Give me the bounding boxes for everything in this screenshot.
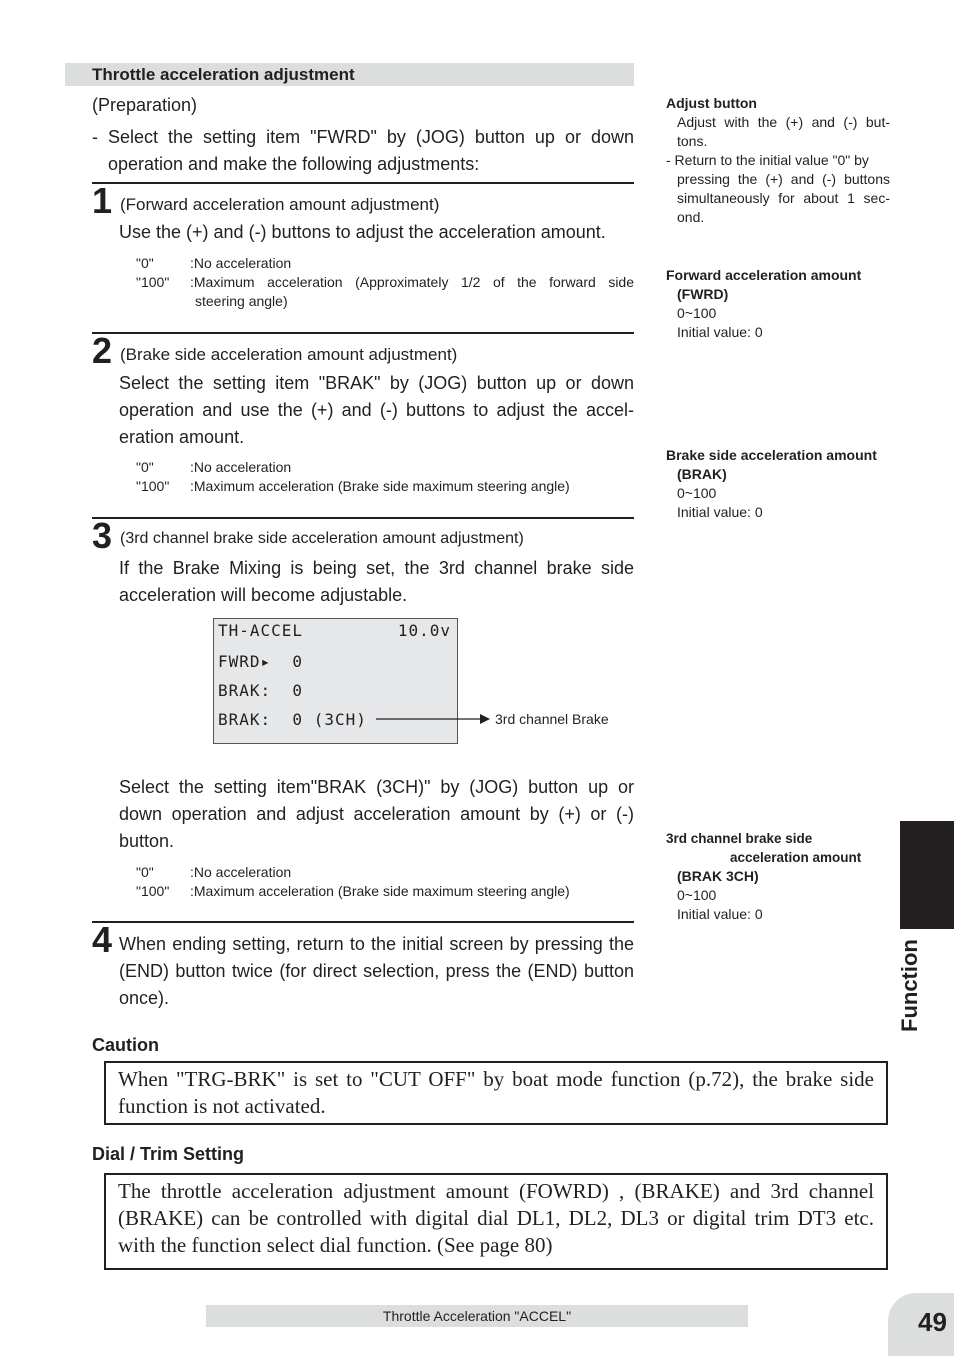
brak-range: 0~100 [677,485,717,501]
page-number: 49 [918,1307,947,1337]
chapter-tab-marker [900,821,954,929]
step3-value-100 [136,882,570,901]
lcd-title: TH-ACCEL [218,621,304,640]
step1-value-100-cont: steering angle) [195,293,288,309]
value-desc: :Maximum acceleration (Brake side maximum steering angle) [190,478,570,494]
fwrd-code: (FWRD) [677,286,729,302]
section-title: Throttle acceleration adjustment [92,65,355,84]
value-key: "0" [136,255,154,271]
step3-body-2: Select the setting item"BRAK (3CH)" by (JOG) button up or down operation and adjust acceleration amount by (+) or (-) button. [119,777,634,851]
step3-number: 3 [92,515,113,556]
brak3ch-title-2: acceleration amount [730,850,862,865]
adjust-title: Adjust button [666,95,757,111]
step2-number: 2 [92,330,113,371]
value-key: "0" [136,864,154,880]
fwrd-initial: Initial value: 0 [677,324,763,340]
caution-box: When "TRG-BRK" is set to "CUT OFF" by boat mode function (p.72), the brake side function is not activated. [104,1061,888,1125]
value-key: "100" [136,883,170,899]
step1-value-0 [136,254,291,273]
brak3ch-title-1: 3rd channel brake side [666,831,813,846]
dial-box: The throttle acceleration adjustment amount (FOWRD) , (BRAKE) and 3rd channel (BRAKE) can be controlled with digital dial DL1, DL2, DL3 or digital trim DT3 etc. with the function select dial function. (See page 80) [104,1173,888,1270]
step4-rule [92,921,634,923]
lcd-fwrd-row: FWRD▸ 0 [218,652,304,671]
lcd-brak-row: BRAK: 0 [218,681,304,700]
value-desc: :Maximum acceleration (Brake side maximum steering angle) [190,883,570,899]
step4-number: 4 [92,919,113,960]
step3-body: If the Brake Mixing is being set, the 3rd channel brake side acceleration will become adjustable. [119,558,634,605]
brak3ch-range: 0~100 [677,887,717,903]
step2-rule [92,332,634,334]
lcd-brak3ch-row: BRAK: 0 (3CH) [218,710,367,729]
sidebar-brak [666,446,890,522]
sidebar-brak3ch [666,829,890,924]
fwrd-title: Forward acceleration amount [666,267,862,283]
brak-title: Brake side acceleration amount [666,447,877,463]
value-key: "100" [136,478,170,494]
step2-body: Select the setting item "BRAK" by (JOG) button up or down operation and use the (+) and (-) buttons to adjust the accel- eration amount. [119,373,634,447]
step1-body: Use the (+) and (-) buttons to adjust the acceleration amount. [119,222,606,242]
sidebar-fwrd [666,266,890,342]
callout-arrow [376,712,492,726]
callout-label: 3rd channel Brake [495,711,609,727]
chapter-tab-label [897,940,927,1040]
value-desc: :Maximum acceleration (Approximately 1/2 of the forward side [190,274,634,290]
step2-heading: (Brake side acceleration amount adjustment) [120,345,458,364]
sidebar-adjust [666,94,890,227]
value-desc: :No acceleration [190,255,292,271]
value-desc: :No acceleration [190,864,292,880]
step1-value-100 [136,273,634,292]
step2-value-100 [136,477,570,496]
footer-title: Throttle Acceleration "ACCEL" [206,1305,748,1327]
preparation-label: (Preparation) [92,95,198,115]
chapter-tab-text: Function [897,939,922,1032]
brak3ch-code: (BRAK 3CH) [677,868,759,884]
dial-heading: Dial / Trim Setting [92,1144,245,1164]
adjust-line-3: pressing the (+) and (-) buttons simultaneously for about 1 sec- ond. [677,171,890,225]
lcd-voltage: 10.0v [397,621,451,640]
step1-heading: (Forward acceleration amount adjustment) [120,195,440,214]
value-desc: :No acceleration [190,459,292,475]
step1-number: 1 [92,180,113,221]
caution-heading: Caution [92,1035,159,1055]
step2-value-0 [136,458,291,477]
brak-code: (BRAK) [677,466,727,482]
brak-initial: Initial value: 0 [677,504,763,520]
step3-rule [92,517,634,519]
value-key: "0" [136,459,154,475]
brak3ch-initial: Initial value: 0 [677,906,763,922]
step1-rule [92,182,634,184]
step4-body: When ending setting, return to the initial screen by pressing the (END) button twice (for direct selection, press the (END) button once). [119,934,634,1008]
intro-line-1: - Select the setting item "FWRD" by (JOG) button up or down [92,127,634,147]
fwrd-range: 0~100 [677,305,717,321]
step3-value-0 [136,863,291,882]
adjust-line-2: - Return to the initial value "0" by [666,152,869,168]
value-key: "100" [136,274,170,290]
intro-line-2: operation and make the following adjustments: [108,154,480,174]
adjust-line-1: Adjust with the (+) and (-) but- tons. [677,114,890,149]
step3-heading: (3rd channel brake side acceleration amount adjustment) [120,530,524,547]
